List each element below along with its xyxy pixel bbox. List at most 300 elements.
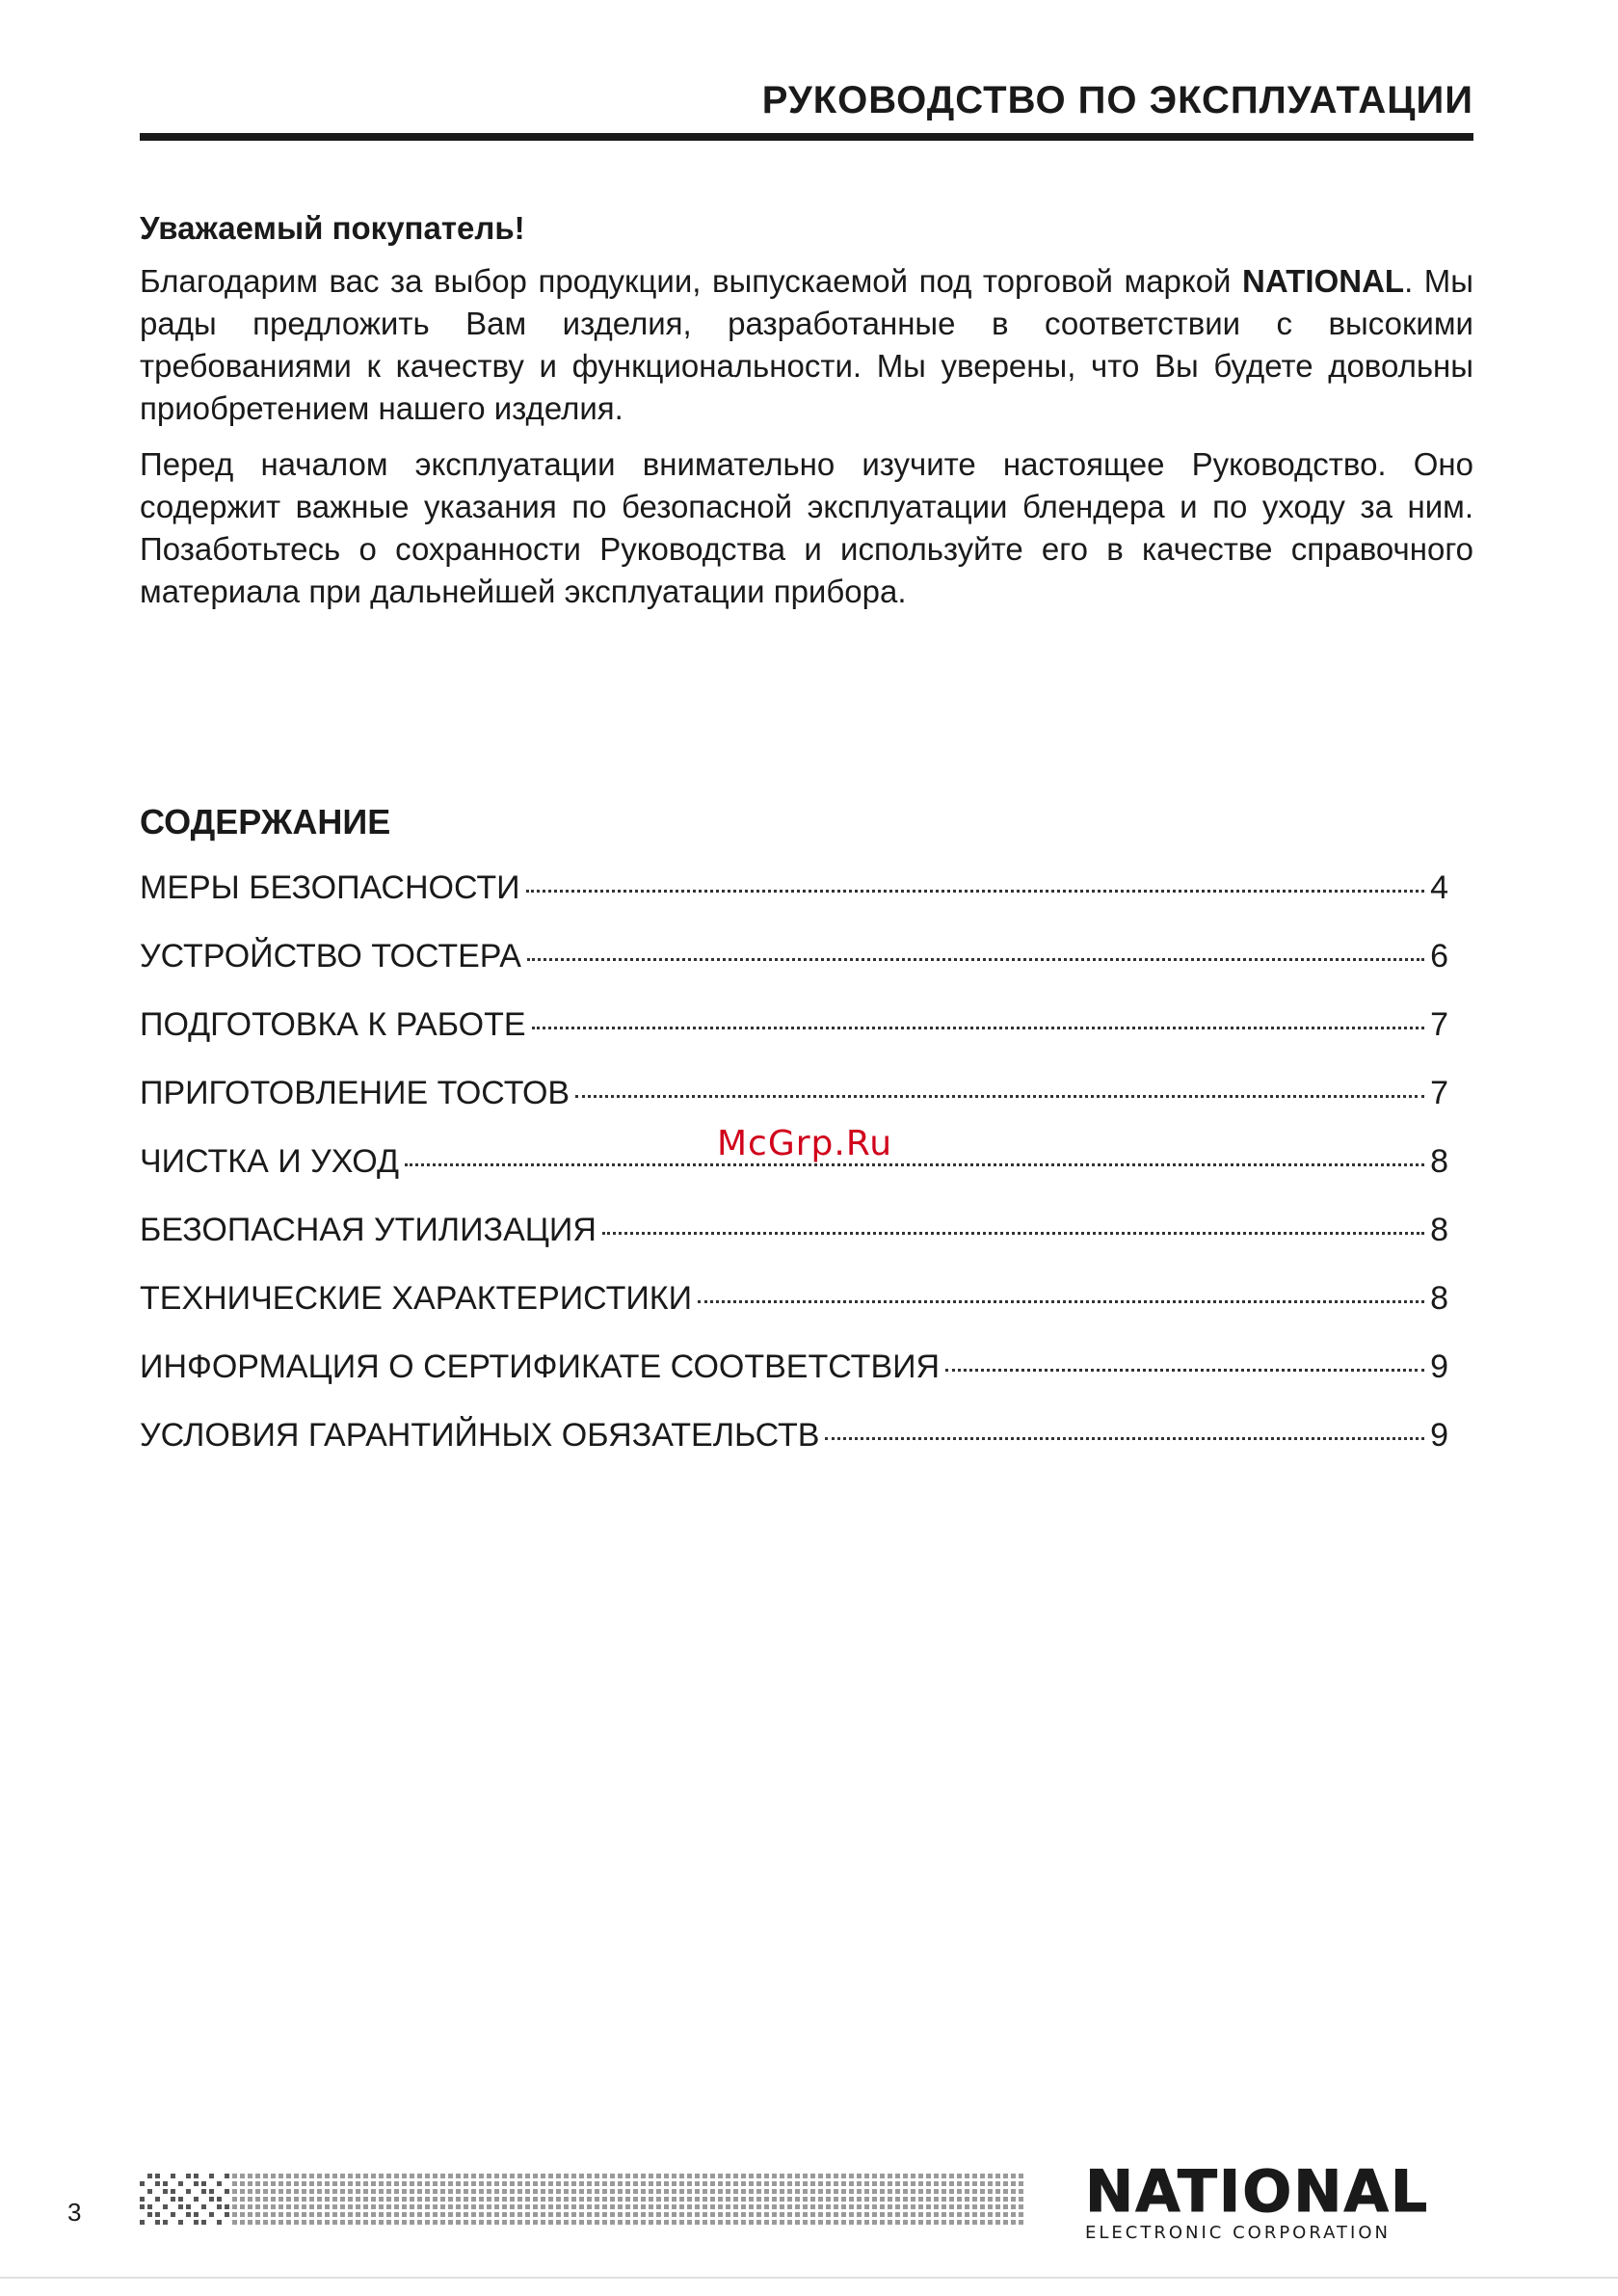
dot (402, 2174, 407, 2178)
dot (417, 2181, 422, 2186)
dot (186, 2204, 191, 2209)
dot (965, 2220, 969, 2225)
dot (772, 2220, 777, 2225)
toc-item-page: 9 (1430, 1348, 1448, 1385)
dot (864, 2174, 869, 2178)
toc-item[interactable] (140, 1417, 1448, 1485)
dot (810, 2181, 815, 2186)
dot (263, 2220, 268, 2225)
dot (325, 2212, 330, 2217)
dot (186, 2189, 191, 2194)
dot (410, 2181, 414, 2186)
dot (926, 2204, 931, 2209)
dot (810, 2220, 815, 2225)
dot (286, 2189, 291, 2194)
dot (1019, 2197, 1023, 2202)
dot (464, 2197, 468, 2202)
dot (517, 2189, 522, 2194)
dot (741, 2181, 746, 2186)
dot (494, 2181, 499, 2186)
dot (942, 2220, 946, 2225)
toc-item[interactable] (140, 869, 1448, 938)
dot (502, 2174, 507, 2178)
dot (332, 2220, 337, 2225)
dot (309, 2181, 314, 2186)
dot (888, 2204, 892, 2209)
dot (695, 2197, 700, 2202)
dot (440, 2212, 445, 2217)
dot (433, 2189, 438, 2194)
dot (302, 2197, 306, 2202)
toc-item[interactable] (140, 1348, 1448, 1417)
dot (965, 2197, 969, 2202)
dot (494, 2212, 499, 2217)
dot (394, 2212, 399, 2217)
toc-item[interactable] (140, 1006, 1448, 1075)
dot (386, 2174, 391, 2178)
dot (556, 2197, 561, 2202)
dot (433, 2174, 438, 2178)
dot (965, 2189, 969, 2194)
dot (995, 2174, 1000, 2178)
toc-leader-dots (698, 1300, 1424, 1303)
dot (425, 2174, 430, 2178)
dot (302, 2212, 306, 2217)
dot (471, 2181, 476, 2186)
dot (834, 2189, 838, 2194)
dot (464, 2212, 468, 2217)
table-of-contents (140, 869, 1448, 1485)
dot (826, 2189, 831, 2194)
dot (587, 2181, 592, 2186)
dot (780, 2204, 784, 2209)
dot (564, 2212, 569, 2217)
toc-heading: СОДЕРЖАНИЕ (140, 802, 391, 841)
dot (147, 2189, 152, 2194)
header-rule (140, 133, 1473, 141)
dot (872, 2189, 877, 2194)
dot (556, 2181, 561, 2186)
toc-item[interactable] (140, 938, 1448, 1006)
dot (286, 2174, 291, 2178)
dot (548, 2197, 553, 2202)
dot (880, 2212, 885, 2217)
dot (872, 2204, 877, 2209)
dot (394, 2220, 399, 2225)
dot (649, 2204, 653, 2209)
dot (456, 2197, 461, 2202)
dot (595, 2189, 599, 2194)
dot (325, 2181, 330, 2186)
dot (695, 2189, 700, 2194)
dot (248, 2220, 252, 2225)
dot (764, 2181, 769, 2186)
dot (864, 2197, 869, 2202)
dot (633, 2181, 638, 2186)
dot (965, 2174, 969, 2178)
dot (749, 2212, 754, 2217)
dot (579, 2212, 584, 2217)
dot (649, 2212, 653, 2217)
dot (317, 2197, 322, 2202)
dot (841, 2204, 846, 2209)
dot (864, 2220, 869, 2225)
dot (934, 2189, 939, 2194)
dot (448, 2197, 453, 2202)
dot (564, 2174, 569, 2178)
dot (703, 2204, 707, 2209)
dot (756, 2174, 761, 2178)
dot (880, 2204, 885, 2209)
dot (726, 2212, 730, 2217)
dot (656, 2197, 661, 2202)
toc-item[interactable] (140, 1212, 1448, 1280)
dot (194, 2181, 199, 2186)
dot (440, 2189, 445, 2194)
dot (995, 2181, 1000, 2186)
dot (279, 2220, 283, 2225)
dot (787, 2212, 792, 2217)
dot (818, 2174, 823, 2178)
dot (633, 2174, 638, 2178)
dot (302, 2181, 306, 2186)
dot (772, 2212, 777, 2217)
dot (240, 2220, 245, 2225)
dot (363, 2197, 368, 2202)
dot (155, 2220, 160, 2225)
dot (533, 2204, 538, 2209)
dot (872, 2220, 877, 2225)
dot (464, 2181, 468, 2186)
dot (587, 2197, 592, 2202)
dot (579, 2197, 584, 2202)
dot (911, 2204, 915, 2209)
dot (972, 2212, 977, 2217)
dot (340, 2220, 345, 2225)
dot (918, 2212, 923, 2217)
dot (602, 2181, 607, 2186)
dot (533, 2212, 538, 2217)
dot (649, 2181, 653, 2186)
dot (911, 2181, 915, 2186)
dot (988, 2189, 993, 2194)
dot (803, 2204, 808, 2209)
dot (332, 2181, 337, 2186)
dot (957, 2189, 962, 2194)
dot (209, 2197, 214, 2202)
dot (903, 2197, 908, 2202)
toc-item[interactable] (140, 1280, 1448, 1348)
dot (302, 2174, 306, 2178)
dot (263, 2212, 268, 2217)
dot (263, 2197, 268, 2202)
dot (672, 2204, 676, 2209)
dot (818, 2197, 823, 2202)
dot (834, 2204, 838, 2209)
dot (918, 2189, 923, 2194)
dot (525, 2204, 530, 2209)
dot (610, 2220, 615, 2225)
dot (479, 2174, 484, 2178)
dot (209, 2174, 214, 2178)
dot (710, 2212, 715, 2217)
toc-item-page: 9 (1430, 1417, 1448, 1454)
dot (317, 2189, 322, 2194)
toc-leader-dots (945, 1369, 1424, 1372)
dot (710, 2181, 715, 2186)
dot (440, 2197, 445, 2202)
dot (541, 2174, 545, 2178)
dot (548, 2204, 553, 2209)
dot (780, 2189, 784, 2194)
dot (571, 2189, 576, 2194)
dot (810, 2212, 815, 2217)
dot (433, 2204, 438, 2209)
dot (918, 2174, 923, 2178)
dot (325, 2197, 330, 2202)
dot (240, 2197, 245, 2202)
dot (440, 2181, 445, 2186)
dot (726, 2220, 730, 2225)
dot (479, 2220, 484, 2225)
dot (433, 2212, 438, 2217)
dot (810, 2197, 815, 2202)
dot (402, 2189, 407, 2194)
dot (263, 2174, 268, 2178)
dot (425, 2197, 430, 2202)
dot (703, 2220, 707, 2225)
dot (957, 2204, 962, 2209)
dot (487, 2174, 491, 2178)
dot (386, 2212, 391, 2217)
dot (240, 2212, 245, 2217)
dot (140, 2181, 145, 2186)
dot (356, 2197, 360, 2202)
dot (756, 2204, 761, 2209)
dot (895, 2220, 900, 2225)
dot (548, 2174, 553, 2178)
dot (988, 2197, 993, 2202)
dot (356, 2212, 360, 2217)
dot (147, 2174, 152, 2178)
dot (618, 2174, 623, 2178)
dot (965, 2181, 969, 2186)
dot (949, 2212, 954, 2217)
dot (587, 2189, 592, 2194)
dot (402, 2220, 407, 2225)
dot (348, 2212, 353, 2217)
dot (687, 2189, 692, 2194)
dot (379, 2212, 384, 2217)
dot (240, 2189, 245, 2194)
dot (641, 2174, 646, 2178)
dot (695, 2204, 700, 2209)
dot (826, 2204, 831, 2209)
dot (718, 2197, 723, 2202)
dot (217, 2220, 222, 2225)
dot (147, 2204, 152, 2209)
dot (733, 2197, 738, 2202)
dot (379, 2220, 384, 2225)
dot (649, 2189, 653, 2194)
dot (556, 2220, 561, 2225)
dot (880, 2220, 885, 2225)
dot (394, 2174, 399, 2178)
dot (1003, 2220, 1008, 2225)
dot (780, 2220, 784, 2225)
dot (787, 2204, 792, 2209)
dot (556, 2212, 561, 2217)
dot (317, 2204, 322, 2209)
toc-leader-dots (825, 1437, 1424, 1440)
intro-paragraph-1 (140, 260, 1473, 430)
dot (695, 2212, 700, 2217)
dot (294, 2197, 299, 2202)
dot (271, 2181, 276, 2186)
dot (880, 2174, 885, 2178)
dot (741, 2204, 746, 2209)
dot (826, 2220, 831, 2225)
dot (903, 2220, 908, 2225)
dot (178, 2204, 183, 2209)
dot (826, 2212, 831, 2217)
dot (795, 2204, 800, 2209)
dot (548, 2189, 553, 2194)
toc-item-label: ТЕХНИЧЕСКИЕ ХАРАКТЕРИСТИКИ (140, 1280, 693, 1317)
dot (687, 2181, 692, 2186)
dot (225, 2189, 229, 2194)
dot (749, 2204, 754, 2209)
dot (602, 2189, 607, 2194)
dot (595, 2174, 599, 2178)
dot (764, 2197, 769, 2202)
dot (679, 2204, 684, 2209)
dot (911, 2197, 915, 2202)
dot (487, 2204, 491, 2209)
dot (1003, 2197, 1008, 2202)
dot (309, 2204, 314, 2209)
dot (934, 2212, 939, 2217)
dot (972, 2189, 977, 2194)
dot (803, 2174, 808, 2178)
dot (371, 2197, 376, 2202)
dot (949, 2204, 954, 2209)
dot (857, 2189, 862, 2194)
toc-item-label: УСЛОВИЯ ГАРАНТИЙНЫХ ОБЯЗАТЕЛЬСТВ (140, 1417, 820, 1454)
dot (471, 2189, 476, 2194)
dot (386, 2181, 391, 2186)
dot (402, 2181, 407, 2186)
dot (325, 2220, 330, 2225)
dot (317, 2181, 322, 2186)
dot (178, 2220, 183, 2225)
dot (918, 2220, 923, 2225)
dot (548, 2181, 553, 2186)
dot (726, 2189, 730, 2194)
dot (880, 2189, 885, 2194)
dot (718, 2174, 723, 2178)
dot (895, 2189, 900, 2194)
dot (888, 2181, 892, 2186)
dot (995, 2197, 1000, 2202)
dot (934, 2220, 939, 2225)
dot (610, 2197, 615, 2202)
dot (286, 2181, 291, 2186)
dot (1011, 2220, 1016, 2225)
dot (656, 2174, 661, 2178)
dot (787, 2189, 792, 2194)
dot (1019, 2174, 1023, 2178)
dot (949, 2181, 954, 2186)
dot (818, 2181, 823, 2186)
dot (949, 2220, 954, 2225)
dot (872, 2197, 877, 2202)
dot-pattern-strip (140, 2173, 1026, 2229)
dot (240, 2181, 245, 2186)
dot (641, 2189, 646, 2194)
dot (726, 2174, 730, 2178)
dot (302, 2220, 306, 2225)
dot (440, 2174, 445, 2178)
dot (294, 2189, 299, 2194)
dot (957, 2174, 962, 2178)
dot (772, 2197, 777, 2202)
dot (309, 2197, 314, 2202)
dot (1019, 2181, 1023, 2186)
dot (294, 2174, 299, 2178)
dot (926, 2174, 931, 2178)
dot (448, 2174, 453, 2178)
dot (332, 2212, 337, 2217)
dot (194, 2212, 199, 2217)
dot (348, 2181, 353, 2186)
dot (417, 2174, 422, 2178)
dot (363, 2212, 368, 2217)
dot (279, 2174, 283, 2178)
dot (679, 2220, 684, 2225)
dot (803, 2189, 808, 2194)
dot (209, 2189, 214, 2194)
dot (225, 2204, 229, 2209)
dot (756, 2197, 761, 2202)
dot (980, 2197, 985, 2202)
toc-item-page: 8 (1430, 1212, 1448, 1248)
dot (294, 2181, 299, 2186)
dot (826, 2174, 831, 2178)
dot (602, 2197, 607, 2202)
dot (857, 2181, 862, 2186)
dot (633, 2189, 638, 2194)
dot (402, 2204, 407, 2209)
dot (517, 2197, 522, 2202)
dot (194, 2220, 199, 2225)
dot (895, 2181, 900, 2186)
dot (857, 2197, 862, 2202)
dot (548, 2220, 553, 2225)
dot (579, 2189, 584, 2194)
dot (803, 2197, 808, 2202)
toc-leader-dots (602, 1232, 1424, 1235)
dot (841, 2174, 846, 2178)
dot (595, 2204, 599, 2209)
watermark: McGrp.Ru (717, 1124, 893, 1163)
dot (533, 2197, 538, 2202)
national-logo (1085, 2158, 1480, 2243)
dot (641, 2197, 646, 2202)
dot (957, 2212, 962, 2217)
dot (664, 2181, 669, 2186)
dot (780, 2212, 784, 2217)
